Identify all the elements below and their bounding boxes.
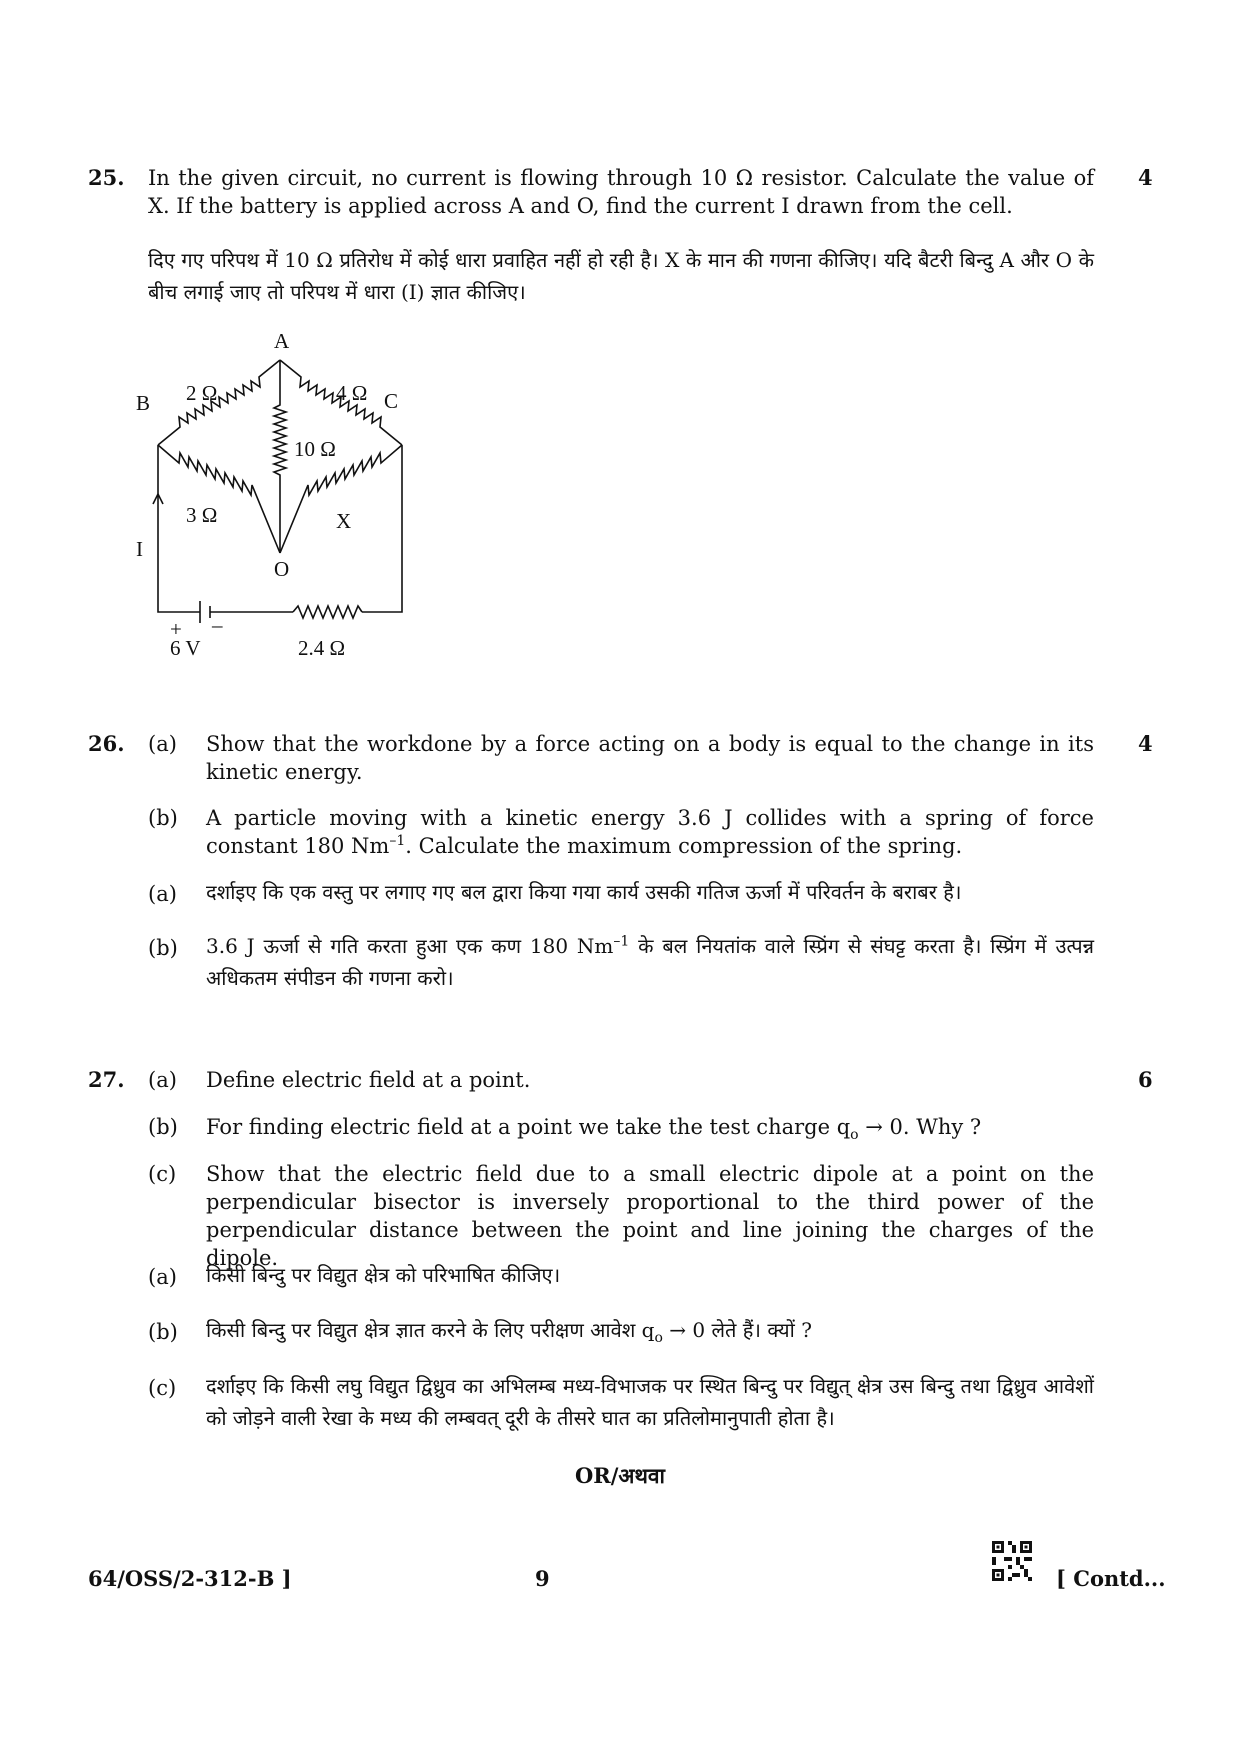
q26-b-hi-label: (b) (148, 936, 178, 960)
node-o-label: O (274, 557, 290, 581)
wire-a-o (274, 360, 286, 553)
page-number: 9 (535, 1566, 550, 1591)
continued-label: [ Contd... (1056, 1566, 1166, 1591)
q26-a-text: Show that the workdone by a force acting on a body is equal to the change in its kinetic energy. (206, 732, 1094, 784)
or-divider: OR/अथवा (575, 1463, 665, 1488)
q27-b-label: (b) (148, 1115, 178, 1139)
q26-a-label: (a) (148, 732, 177, 756)
resistor-2-label: 2 Ω (186, 381, 218, 405)
node-b-label: B (136, 391, 151, 415)
circuit-diagram (136, 329, 448, 660)
node-a-label: A (274, 329, 290, 353)
qr-code-icon (992, 1541, 1032, 1581)
q26-marks: 4 (1138, 731, 1153, 756)
q27-b-hi-label: (b) (148, 1320, 178, 1344)
q27-a-text: Define electric field at a point. (206, 1068, 531, 1092)
battery-plus-label: + (170, 617, 182, 641)
q27-c-label: (c) (148, 1162, 177, 1186)
resistor-3-label: 3 Ω (186, 503, 218, 527)
q26-number: 26. (88, 731, 125, 756)
resistor-x-label: X (336, 509, 352, 533)
paper-code: 64/OSS/2-312-B ] (88, 1566, 292, 1591)
resistor-4-label: 4 Ω (336, 381, 368, 405)
battery-minus-label: – (212, 613, 223, 637)
q27-a-hi-text: किसी बिन्दु पर विद्युत क्षेत्र को परिभाषित कीजिए। (206, 1263, 561, 1287)
wire-left (158, 445, 196, 612)
q26-a-hi-text: दर्शाइए कि एक वस्तु पर लगाए गए बल द्वारा किया गया कार्य उसकी गतिज ऊर्जा में परिवर्तन के बराबर है। (206, 880, 962, 904)
q27-number: 27. (88, 1067, 125, 1092)
q27-c-text: Show that the electric field due to a small electric dipole at a point on the perpendicular bisector is inversely proportional to the third power of the perpendicular distance between the point and line joining the charges of the dipole. (206, 1162, 1094, 1270)
q27-a-hi-label: (a) (148, 1265, 177, 1289)
wire-c-o (280, 445, 402, 553)
q26-b-hi-text: 3.6 J ऊर्जा से गति करता हुआ एक कण 180 $Nm^{-1}$ के बल नियतांक वाले स्प्रिंग से संघट्ट करता है। स्प्रिंग में उत्पन्न अधिकतम संपीडन की गणना करो। (206, 933, 1094, 990)
wire-b-o (158, 445, 280, 553)
q25-text-hi: दिए गए परिपथ में 10 Ω प्रतिरोध में कोई धारा प्रवाहित नहीं हो रही है। X के मान की गणना कीजिए। यदि बैटरी बिन्दु A और O के बीच लगाई जाए तो परिपथ में धारा (I) ज्ञात कीजिए। (148, 248, 1094, 304)
q27-marks: 6 (1138, 1067, 1153, 1092)
q27-c-hi-label: (c) (148, 1376, 177, 1400)
resistor-10-label: 10 Ω (294, 437, 336, 461)
wire-a-b (158, 360, 280, 445)
q27-b-text: For finding electric field at a point we take the test charge $q_o \to 0$. Why ? (206, 1115, 982, 1144)
q26-b-text: A particle moving with a kinetic energy 3.6 J collides with a spring of force constant 180 $Nm^{-1}$. Calculate the maximum compression of the spring. (206, 806, 1094, 858)
series-resistor (293, 606, 362, 618)
q27-b-hi-text: किसी बिन्दु पर विद्युत क्षेत्र ज्ञात करने के लिए परीक्षण आवेश $q_o \to 0$ लेते हैं। क्यों ? (206, 1318, 812, 1346)
node-c-label: C (384, 389, 399, 413)
q26-a-hi-label: (a) (148, 882, 177, 906)
q25-number: 25. (88, 165, 125, 190)
battery-voltage-label: 6 V (170, 636, 201, 660)
q27-c-hi-text: दर्शाइए कि किसी लघु विद्युत द्विध्रुव का अभिलम्ब मध्य-विभाजक पर स्थित बिन्दु पर विद्युत् क्षेत्र उस बिन्दु तथा द्विध्रुव आवेशों को जोड़ने वाली रेखा के मध्य की लम्बवत् दूरी के तीसरे घात का प्रतिलोमानुपाती होता है। (206, 1374, 1094, 1430)
current-label: I (136, 537, 143, 561)
q26-b-label: (b) (148, 806, 178, 830)
q27-a-label: (a) (148, 1068, 177, 1092)
q25-marks: 4 (1138, 165, 1153, 190)
q25-text-en: In the given circuit, no current is flowing through 10 Ω resistor. Calculate the value of X. If the battery is applied across A and O, find the current I drawn from the cell. (148, 166, 1094, 218)
series-resistor-label: 2.4 Ω (298, 636, 346, 660)
wire-right (362, 445, 402, 612)
